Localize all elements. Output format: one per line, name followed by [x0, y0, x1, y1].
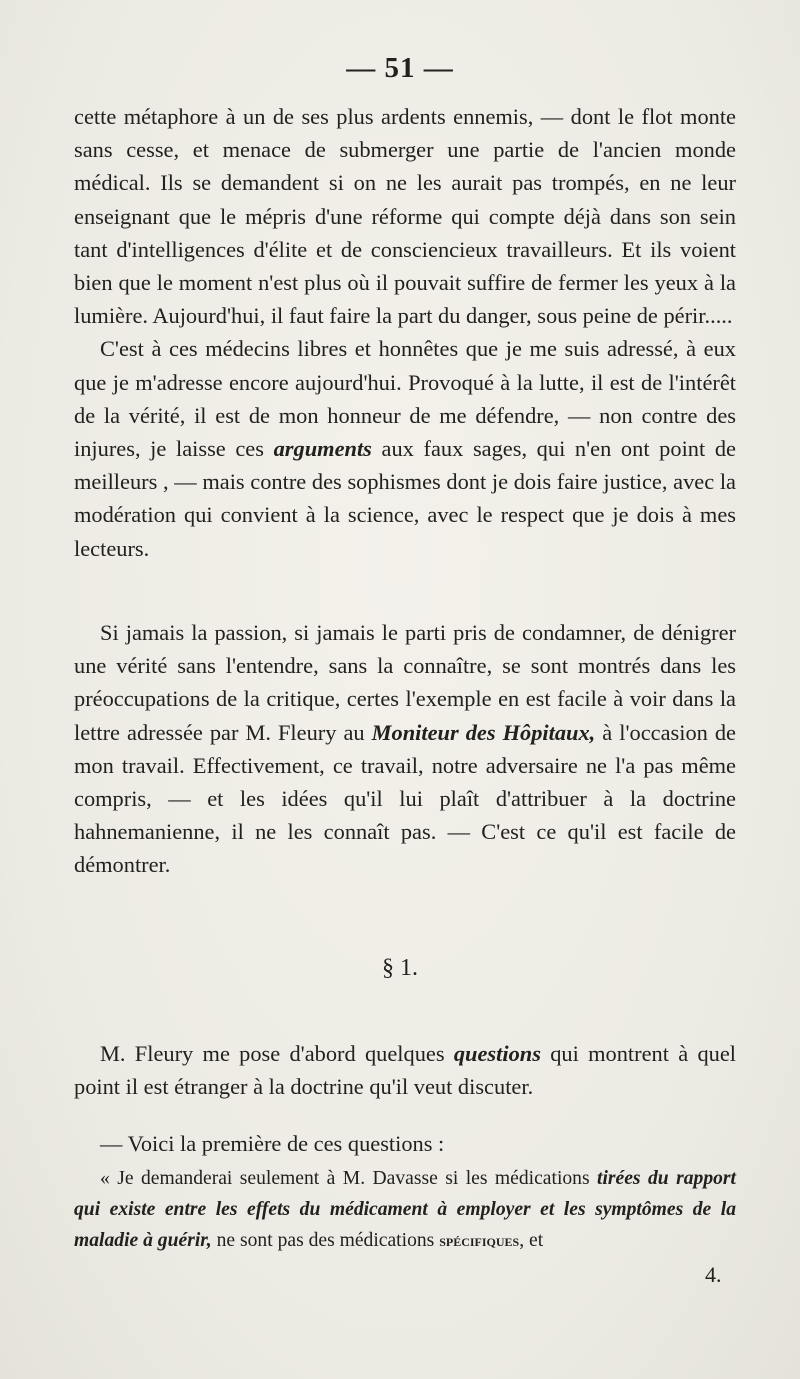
text-block-opening [74, 100, 736, 565]
paragraph-text: aux faux sages, qui n'en ont point de meilleurs , — mais contre des sophismes dont je dois faire justice, avec la modération qui convient à la science, avec le respect que je dois à mes lecteurs. [74, 436, 736, 561]
paragraph-text: à l'occasion de mon travail. Effectivement, ce travail, notre adversaire ne l'a pas même compris, — et les idées qu'il lui plaît d'attribuer à la doctrine hahnemanienne, il ne les connaît pas. — C'est ce qu'il est facile de démontrer. [74, 719, 736, 878]
emphasis-quote: tirées du rapport qui existe entre les effets du médicament à employer et les symptômes de la maladie à guérir, [74, 1168, 736, 1251]
paragraph-quotation [74, 1163, 736, 1256]
emphasis-arguments: arguments [273, 436, 372, 462]
paragraph-continuation: cette métaphore à un de ses plus ardents ennemis, — dont le flot monte sans cesse, et menace de submerger une partie de l'ancien monde médical. Ils se demandent si on ne les aurait pas trompés, en ne leur enseignant que le mépris d'une réforme qui compte déjà dans son sein tant d'intelligences d'élite et de consciencieux travailleurs. Et ils voient bien que le moment n'est plus où il pouvait suffire de fermer les yeux à la lumière. Aujourd'hui, il faut faire la part du danger, sous peine de périr..... [74, 104, 736, 329]
paragraph-text: Si jamais la passion, si jamais le parti pris de condamner, de dénigrer une vérité sans l'entendre, sans la connaître, se sont montrés dans les préoccupations de la critique, certes l'exemple en est facile à voir dans la lettre adressée par M. Fleury au [74, 620, 736, 745]
paragraph-text: M. Fleury me pose d'abord quelques [100, 1041, 454, 1066]
emphasis-questions: questions [453, 1041, 541, 1066]
paragraph-text: C'est à ces médecins libres et honnêtes que je me suis adressé, à eux que je m'adresse encore aujourd'hui. Provoqué à la lutte, il est de l'intérêt de la vérité, il est de mon honneur de me défendre, — non contre des injures, je laisse ces [74, 336, 736, 462]
text-block-quotation [74, 1163, 736, 1256]
quote-text: , et [519, 1230, 544, 1251]
paragraph-first-question: — Voici la première de ces questions : [100, 1131, 445, 1156]
quote-text: ne sont pas des médications [211, 1230, 440, 1251]
paragraph-text: qui montrent à quel point il est étranger à la doctrine qu'il veut discuter. [74, 1041, 737, 1100]
paragraph-questions [74, 1037, 736, 1103]
page-number: — 51 — [346, 52, 454, 84]
emphasis-journal-title: Moniteur des Hôpitaux, [371, 719, 596, 745]
paragraph-critique [74, 616, 736, 882]
section-heading: § 1. [382, 955, 418, 981]
text-block-questions [74, 1037, 736, 1103]
signature-mark: 4. [705, 1262, 722, 1287]
text-block-critique [74, 616, 736, 882]
small-caps-specifiques: spécifiques [439, 1230, 520, 1250]
text-block-first-question [74, 1127, 736, 1160]
paragraph-address [74, 332, 736, 564]
quote-text: « Je demanderai seulement à M. Davasse si les médications [100, 1168, 598, 1189]
